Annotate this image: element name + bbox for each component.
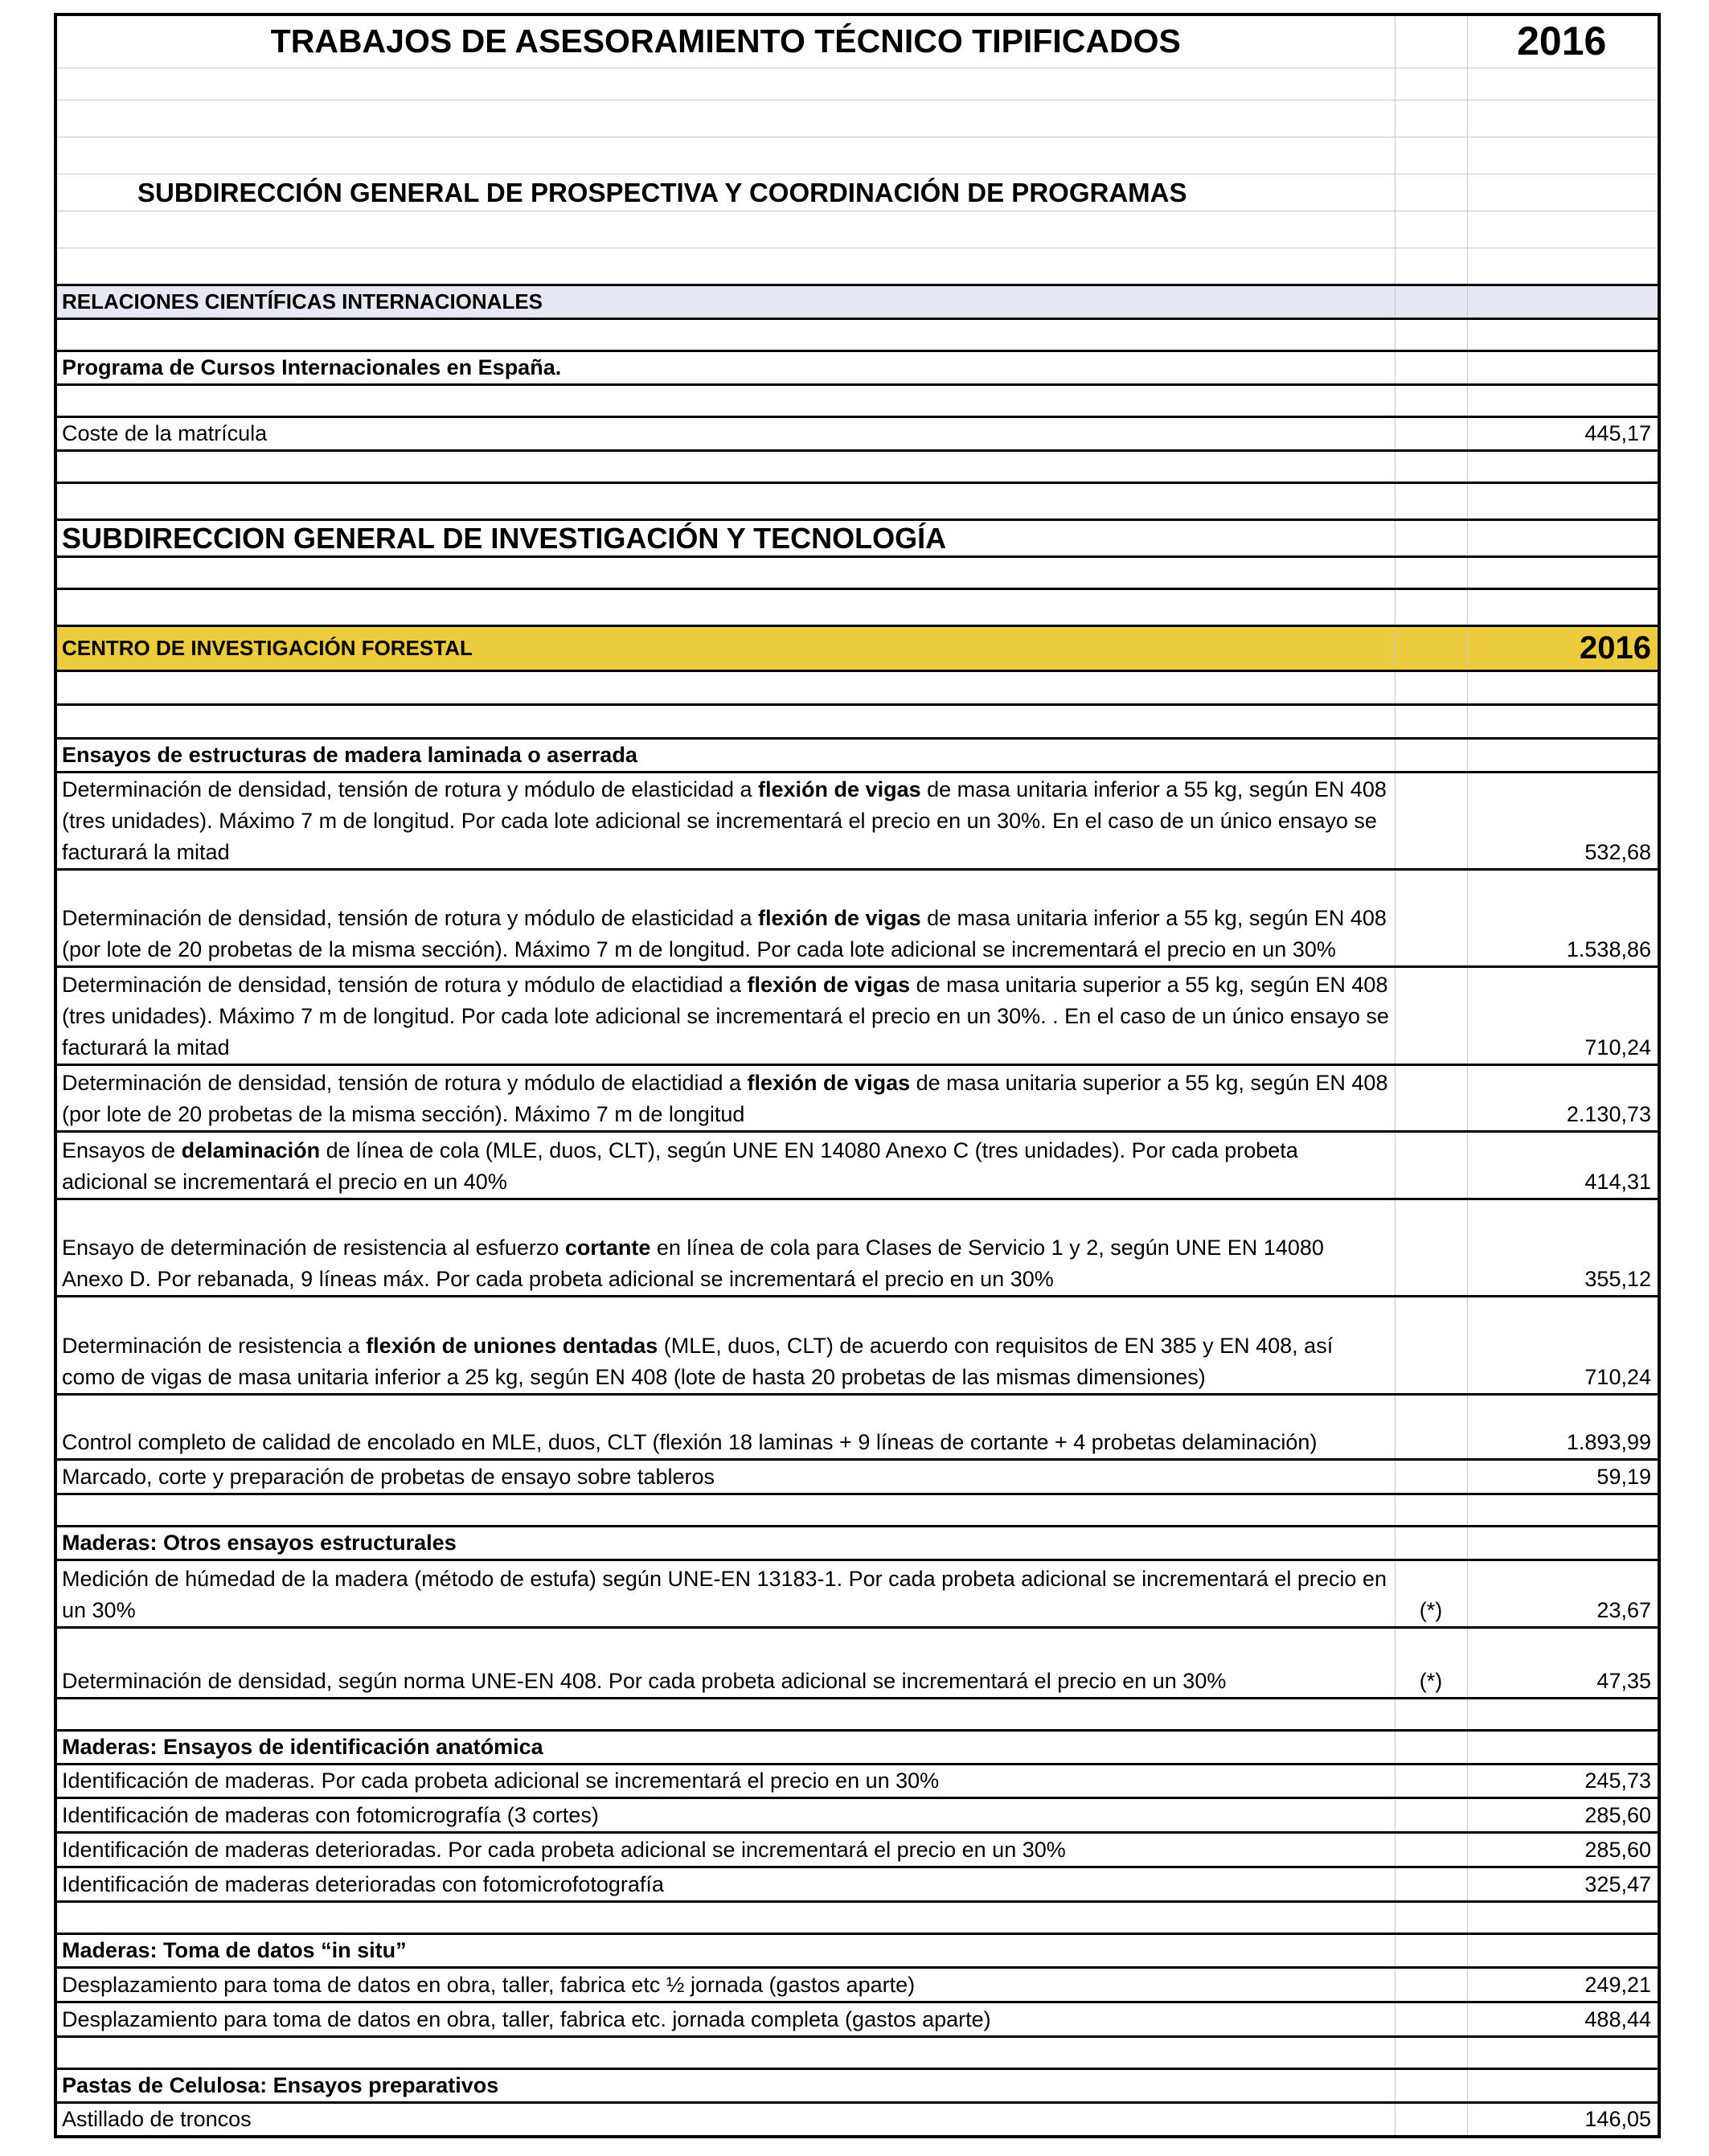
- item-price: 245,73: [1467, 1764, 1659, 1797]
- item-text: Determinación de densidad, según norma UNE-EN 408. Por cada probeta adicional se incrementará el precio en un 30%: [62, 1668, 1227, 1693]
- item-description: [55, 1797, 1395, 1832]
- spacer-row: [55, 450, 1659, 482]
- table-row: [55, 966, 1659, 1064]
- item-description: [55, 1131, 1395, 1199]
- subdireccion-prospectiva-row: [55, 174, 1659, 211]
- item-mark: [1395, 1867, 1467, 1901]
- item-mark: [1395, 1394, 1467, 1459]
- item-price: 710,24: [1467, 1296, 1659, 1394]
- item-price: 23,67: [1467, 1560, 1659, 1627]
- section-title: Maderas: Ensayos de identificación anatómica: [55, 1730, 1395, 1764]
- item-description: [55, 869, 1395, 966]
- title-row: [55, 14, 1659, 68]
- item-price: 355,12: [1467, 1199, 1659, 1296]
- item-text: Marcado, corte y preparación de probetas de ensayo sobre tableros: [62, 1464, 715, 1489]
- section-heading-row: [55, 738, 1659, 772]
- item-price: 710,24: [1467, 966, 1659, 1064]
- item-text: Identificación de maderas con fotomicrografía (3 cortes): [62, 1802, 599, 1827]
- table-row: [55, 1832, 1659, 1867]
- matricula-row: [55, 416, 1659, 450]
- section-heading-row: [55, 2068, 1659, 2102]
- spacer-row: [55, 318, 1659, 350]
- item-mark: [1395, 1199, 1467, 1296]
- item-description: [55, 1394, 1395, 1459]
- item-bold-text: delaminación: [181, 1137, 321, 1162]
- section-heading-row: [55, 1933, 1659, 1967]
- item-price: 285,60: [1467, 1797, 1659, 1832]
- item-description: [55, 1199, 1395, 1296]
- spacer-row: [55, 670, 1659, 704]
- item-mark: [1395, 2102, 1467, 2137]
- section-title: Pastas de Celulosa: Ensayos preparativos: [55, 2068, 1395, 2102]
- table-row: [55, 1764, 1659, 1797]
- item-text: Ensayo de determinación de resistencia al esfuerzo: [62, 1235, 565, 1260]
- item-mark: (*): [1395, 1560, 1467, 1627]
- item-text: Desplazamiento para toma de datos en obra, taller, fabrica etc. jornada completa (gastos aparte): [62, 2006, 991, 2031]
- item-mark: [1395, 966, 1467, 1064]
- item-price: 249,21: [1467, 1967, 1659, 2002]
- item-mark: [1395, 772, 1467, 869]
- centro-heading-row: [55, 625, 1659, 670]
- table-row: [55, 1459, 1659, 1494]
- table-row: [55, 2102, 1659, 2137]
- table-row: [55, 1867, 1659, 1901]
- spacer-row: [55, 248, 1659, 285]
- item-mark: [1395, 1459, 1467, 1494]
- item-text-continued: en línea de cola para Clases de Servicio 1 y 2, según UNE EN 14080 Anexo D. Por rebanada, 9 líneas máx. Por cada probeta adicional se incrementará el precio en un 30%: [62, 1235, 1324, 1291]
- item-mark: [1395, 1131, 1467, 1199]
- matricula-label: Coste de la matrícula: [55, 416, 1395, 450]
- item-text-continued: de masa unitaria inferior a 55 kg, según EN 408 (por lote de 20 probetas de la misma sección). Máximo 7 m de longitud. Por cada lote adicional se incrementará el precio en un 30%: [62, 905, 1387, 961]
- price-table-body: [55, 14, 1659, 2137]
- item-price: 47,35: [1467, 1627, 1659, 1698]
- item-price: 414,31: [1467, 1131, 1659, 1199]
- table-row: [55, 1797, 1659, 1832]
- item-description: [55, 1560, 1395, 1627]
- item-bold-text: flexión de uniones dentadas: [366, 1333, 658, 1358]
- item-mark: [1395, 2002, 1467, 2036]
- item-text-continued: de masa unitaria superior a 55 kg, según EN 408 (tres unidades). Máximo 7 m de longitud. Por cada lote adicional se incrementará el precio en un 30%. . En el caso de un único ensayo se facturará la mitad: [62, 972, 1389, 1060]
- item-text: Determinación de densidad, tensión de rotura y módulo de elactidiad a: [62, 972, 748, 997]
- spacer-row: [55, 1494, 1659, 1526]
- item-description: [55, 1064, 1395, 1131]
- item-price: 1.538,86: [1467, 869, 1659, 966]
- item-description: [55, 966, 1395, 1064]
- item-text: Determinación de densidad, tensión de rotura y módulo de elasticidad a: [62, 905, 759, 930]
- relaciones-heading-row: [55, 285, 1659, 318]
- item-price: 2.130,73: [1467, 1064, 1659, 1131]
- item-price: 488,44: [1467, 2002, 1659, 2036]
- item-mark: [1395, 1296, 1467, 1394]
- table-row: [55, 1627, 1659, 1698]
- document-year: 2016: [1467, 14, 1659, 68]
- table-row: [55, 1064, 1659, 1131]
- item-price: 1.893,99: [1467, 1394, 1659, 1459]
- item-price: 59,19: [1467, 1459, 1659, 1494]
- subdireccion-prospectiva-heading: SUBDIRECCIÓN GENERAL DE PROSPECTIVA Y COORDINACIÓN DE PROGRAMAS: [55, 174, 1395, 211]
- item-description: [55, 1627, 1395, 1698]
- spacer-row: [55, 137, 1659, 174]
- item-text: Astillado de troncos: [62, 2106, 252, 2131]
- item-mark: [1395, 1064, 1467, 1131]
- centro-heading: CENTRO DE INVESTIGACIÓN FORESTAL: [55, 625, 1395, 670]
- item-text: Determinación de densidad, tensión de rotura y módulo de elactidiad a: [62, 1070, 748, 1095]
- item-bold-text: cortante: [564, 1235, 651, 1260]
- table-row: [55, 1967, 1659, 2002]
- spacer-row: [55, 211, 1659, 248]
- item-description: [55, 2002, 1395, 2036]
- item-description: [55, 1296, 1395, 1394]
- item-price: 532,68: [1467, 772, 1659, 869]
- item-mark: [1395, 869, 1467, 966]
- table-row: [55, 1199, 1659, 1296]
- spacer-row: [55, 68, 1659, 100]
- item-price: 325,47: [1467, 1867, 1659, 1901]
- table-row: [55, 2002, 1659, 2036]
- item-mark: [1395, 1832, 1467, 1867]
- item-description: [55, 1867, 1395, 1901]
- section-title: Ensayos de estructuras de madera laminada o aserrada: [55, 738, 1395, 772]
- spacer-row: [55, 1698, 1659, 1730]
- section-title: Maderas: Otros ensayos estructurales: [55, 1526, 1395, 1560]
- document-title: TRABAJOS DE ASESORAMIENTO TÉCNICO TIPIFICADOS: [55, 14, 1395, 68]
- item-description: [55, 1967, 1395, 2002]
- item-mark: (*): [1395, 1627, 1467, 1698]
- investigacion-row: [55, 519, 1659, 556]
- table-row: [55, 772, 1659, 869]
- item-text-continued: de línea de cola (MLE, duos, CLT), según UNE EN 14080 Anexo C (tres unidades). Por cada probeta adicional se incrementará el precio en un 40%: [62, 1137, 1298, 1194]
- spacer-row: [55, 556, 1659, 588]
- item-bold-text: flexión de vigas: [758, 777, 921, 801]
- spacer-row: [55, 704, 1659, 738]
- item-description: [55, 1764, 1395, 1797]
- item-price: 285,60: [1467, 1832, 1659, 1867]
- item-description: [55, 772, 1395, 869]
- item-text: Medición de húmedad de la madera (método de estufa) según UNE-EN 13183-1. Por cada probeta adicional se incrementará el precio en un 30%: [62, 1566, 1387, 1622]
- table-row: [55, 1131, 1659, 1199]
- table-row: [55, 869, 1659, 966]
- spacer-row: [55, 100, 1659, 137]
- item-bold-text: flexión de vigas: [747, 972, 911, 997]
- table-row: [55, 1296, 1659, 1394]
- item-text: Identificación de maderas deterioradas. Por cada probeta adicional se incrementará el precio en un 30%: [62, 1837, 1066, 1862]
- item-text: Desplazamiento para toma de datos en obra, taller, fabrica etc ½ jornada (gastos aparte): [62, 1972, 916, 1997]
- spacer-row: [55, 588, 1659, 625]
- investigacion-heading: SUBDIRECCION GENERAL DE INVESTIGACIÓN Y TECNOLOGÍA: [55, 519, 1395, 556]
- spacer-row: [55, 2036, 1659, 2068]
- table-row: [55, 1560, 1659, 1627]
- item-text: Determinación de resistencia a: [62, 1333, 367, 1358]
- item-description: [55, 2102, 1395, 2137]
- item-text: Identificación de maderas. Por cada probeta adicional se incrementará el precio en un 30%: [62, 1768, 940, 1793]
- item-mark: [1395, 1764, 1467, 1797]
- section-heading-row: [55, 1526, 1659, 1560]
- item-text: Determinación de densidad, tensión de rotura y módulo de elasticidad a: [62, 777, 759, 801]
- spacer-row: [55, 1901, 1659, 1933]
- spacer-row: [55, 482, 1659, 519]
- centro-year: 2016: [1467, 625, 1659, 670]
- item-bold-text: flexión de vigas: [747, 1070, 911, 1095]
- section-title: Maderas: Toma de datos “in situ”: [55, 1933, 1395, 1967]
- programa-row: [55, 350, 1659, 384]
- section-heading-row: [55, 1730, 1659, 1764]
- item-description: [55, 1832, 1395, 1867]
- price-table: [54, 13, 1661, 2138]
- table-row: [55, 1394, 1659, 1459]
- relaciones-heading: RELACIONES CIENTÍFICAS INTERNACIONALES: [55, 285, 1395, 318]
- item-text: Ensayos de: [62, 1137, 182, 1162]
- item-mark: [1395, 1797, 1467, 1832]
- programa-heading: Programa de Cursos Internacionales en España.: [55, 350, 1395, 384]
- item-mark: [1395, 1967, 1467, 2002]
- item-text-continued: (MLE, duos, CLT) de acuerdo con requisitos de EN 385 y EN 408, así como de vigas de masa unitaria inferior a 25 kg, según EN 408 (lote de hasta 20 probetas de las mismas dimensiones): [62, 1333, 1334, 1389]
- item-bold-text: flexión de vigas: [758, 905, 921, 930]
- item-price: 146,05: [1467, 2102, 1659, 2137]
- item-text-continued: de masa unitaria superior a 55 kg, según EN 408 (por lote de 20 probetas de la misma sección). Máximo 7 m de longitud: [62, 1070, 1388, 1126]
- spacer-row: [55, 384, 1659, 416]
- item-text: Identificación de maderas deterioradas con fotomicrofotografía: [62, 1871, 664, 1896]
- item-text-continued: de masa unitaria inferior a 55 kg, según EN 408 (tres unidades). Máximo 7 m de longitud. Por cada lote adicional se incrementará el precio en un 30%. En el caso de un único ensayo se facturará la mitad: [62, 777, 1387, 864]
- item-description: [55, 1459, 1395, 1494]
- item-text: Control completo de calidad de encolado en MLE, duos, CLT (flexión 18 laminas + 9 líneas de cortante + 4 probetas delaminación): [62, 1429, 1318, 1454]
- matricula-price: 445,17: [1467, 416, 1659, 450]
